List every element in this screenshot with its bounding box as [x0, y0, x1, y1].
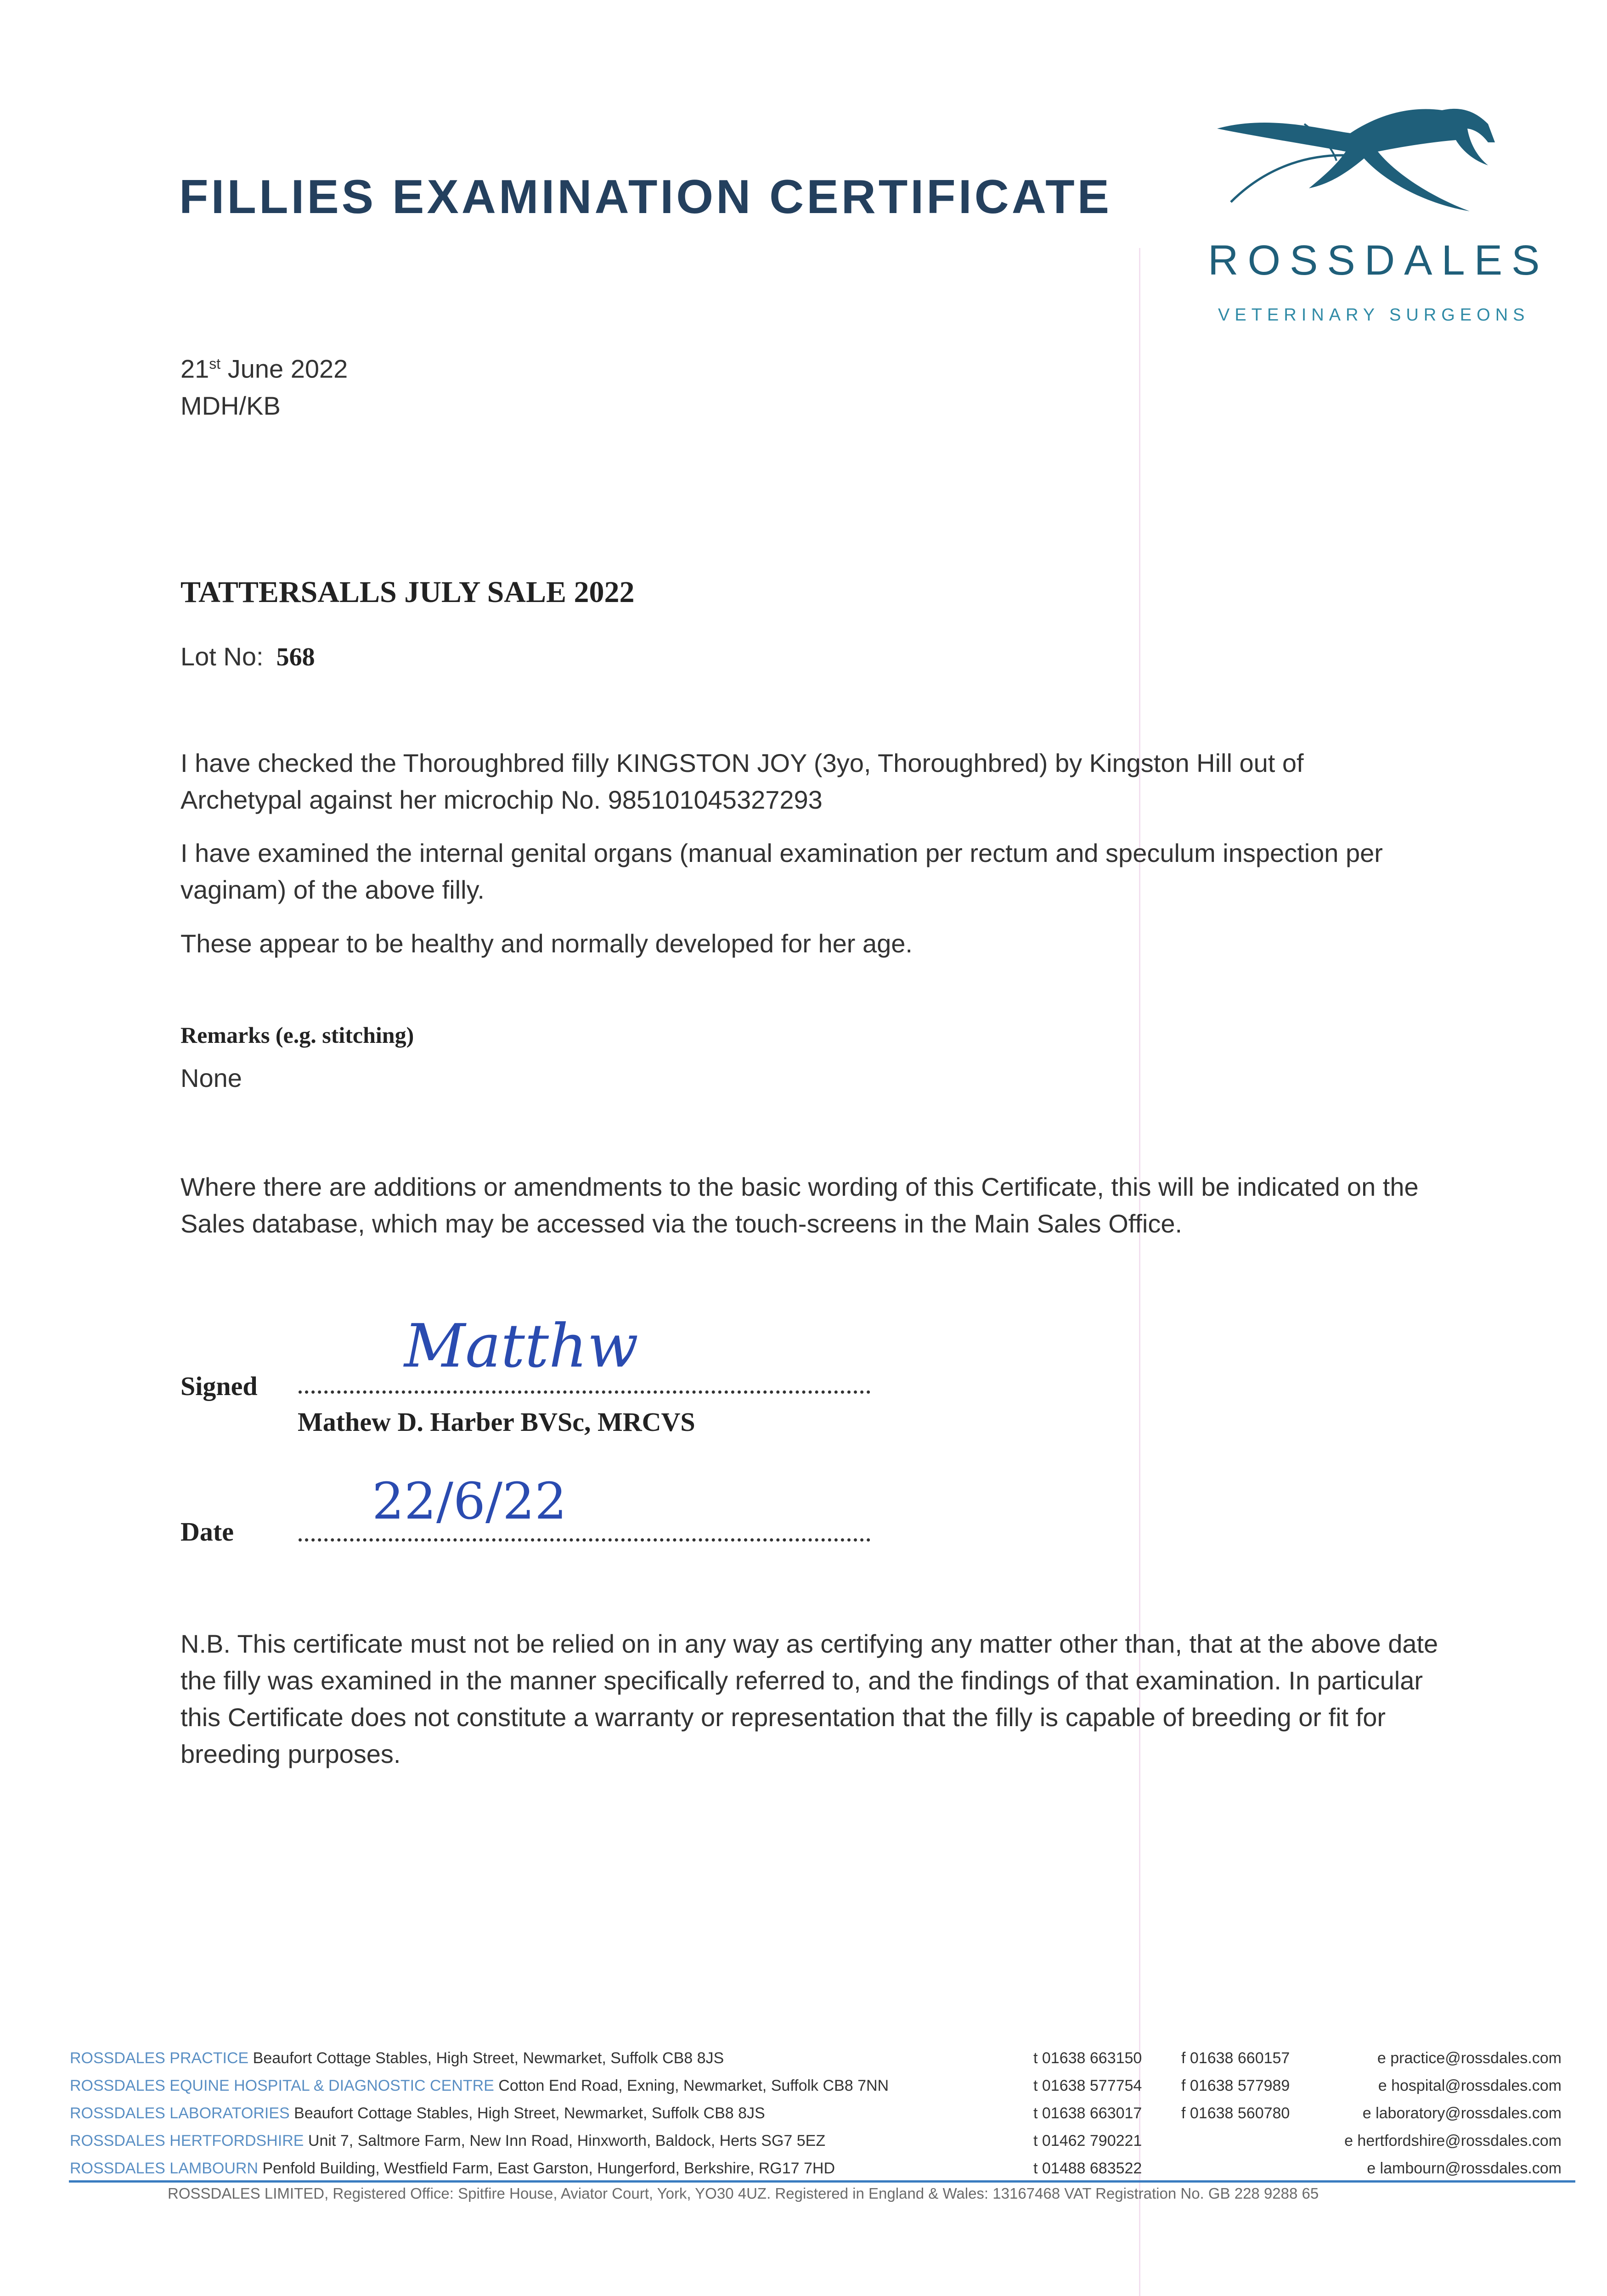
footer-row-hertfordshire: ROSSDALES HERTFORDSHIRE Unit 7, Saltmore Farm, New Inn Road, Hinxworth, Baldock, Herts SG7 5EZ: [70, 2132, 826, 2150]
lambourn-email-link[interactable]: e lambourn@rossdales.com: [1367, 2160, 1562, 2177]
remarks-value: None: [180, 1064, 242, 1092]
company-registration: ROSSDALES LIMITED, Registered Office: Spitfire House, Aviator Court, York, YO30 4UZ. Registered in England & Wales: 13167468 VAT Registration No. GB 228 9288 65: [168, 2185, 1319, 2202]
identification-paragraph: I have checked the Thoroughbred filly KINGSTON JOY (3yo, Thoroughbred) by Kingston Hill out of Archetypal against her microchip No. 985101045327293: [180, 748, 1304, 814]
footer-row-laboratories: ROSSDALES LABORATORIES Beaufort Cottage Stables, High Street, Newmarket, Suffolk CB8 8JS: [70, 2105, 765, 2122]
footer-addresses: [70, 2044, 889, 2182]
paper-fold-mark: [1139, 248, 1140, 2296]
footer-telephones: t 01638 663150 t 01638 577754 t 01638 663017 t 01462 790221 t 01488 683522: [1033, 2049, 1142, 2177]
footer-row-practice: ROSSDALES PRACTICE Beaufort Cottage Stables, High Street, Newmarket, Suffolk CB8 8JS: [70, 2049, 724, 2067]
signed-label: Signed: [180, 1371, 258, 1401]
handwritten-date: 22/6/22: [372, 1472, 567, 1531]
footer-fax-numbers: f 01638 660157 f 01638 577989 f 01638 560780: [1181, 2049, 1290, 2122]
footer-divider: [69, 2180, 1575, 2183]
lot-line: [180, 638, 315, 675]
disclaimer-paragraph: N.B. This certificate must not be relied on in any way as certifying any matter other than, that at the above date the filly was examined in the manner specifically referred to, and the findings of that examination. In particular this Certificate does not constitute a warranty or representation that the filly is capable of breeding or fit for breeding purposes.: [180, 1629, 1438, 1768]
brand-name: ROSSDALES: [1208, 237, 1549, 284]
hertfordshire-email-link[interactable]: e hertfordshire@rossdales.com: [1344, 2132, 1562, 2150]
reference-code: MDH/KB: [180, 391, 281, 420]
signatory-name: Mathew D. Harber BVSc, MRCVS: [298, 1407, 695, 1437]
brand-tagline: VETERINARY SURGEONS: [1218, 305, 1530, 325]
galloping-horse-logo-icon: [1212, 96, 1506, 230]
signature-line: [299, 1390, 870, 1394]
lot-number: 568: [276, 643, 315, 671]
examination-paragraph: I have examined the internal genital organs (manual examination per rectum and speculum inspection per vaginam) of the above filly.: [180, 838, 1383, 904]
remarks-label: Remarks (e.g. stitching): [180, 1022, 414, 1048]
letter-date: 21st June 2022: [180, 354, 348, 383]
findings-paragraph: These appear to be healthy and normally developed for her age.: [180, 929, 913, 958]
handwritten-signature: Matthw: [404, 1311, 639, 1381]
footer-emails: [1323, 2044, 1562, 2182]
amendments-paragraph: Where there are additions or amendments to the basic wording of this Certificate, this will be indicated on the Sales database, which may be accessed via the touch-screens in the Main Sales Office.: [180, 1172, 1419, 1238]
date-and-reference: [180, 345, 348, 424]
date-line: [299, 1538, 870, 1542]
footer-row-lambourn: ROSSDALES LAMBOURN Penfold Building, Westfield Farm, East Garston, Hungerford, Berkshire, RG17 7HD: [70, 2160, 835, 2177]
hospital-email-link[interactable]: e hospital@rossdales.com: [1378, 2077, 1562, 2094]
certificate-title: FILLIES EXAMINATION CERTIFICATE: [179, 170, 1112, 224]
footer-row-hospital: ROSSDALES EQUINE HOSPITAL & DIAGNOSTIC CENTRE Cotton End Road, Exning, Newmarket, Suffolk CB8 7NN: [70, 2077, 889, 2094]
laboratory-email-link[interactable]: e laboratory@rossdales.com: [1362, 2105, 1562, 2122]
practice-email-link[interactable]: e practice@rossdales.com: [1377, 2049, 1562, 2067]
lot-label: Lot No:: [180, 642, 264, 671]
sale-title: TATTERSALLS JULY SALE 2022: [180, 575, 635, 609]
date-label: Date: [180, 1517, 234, 1547]
